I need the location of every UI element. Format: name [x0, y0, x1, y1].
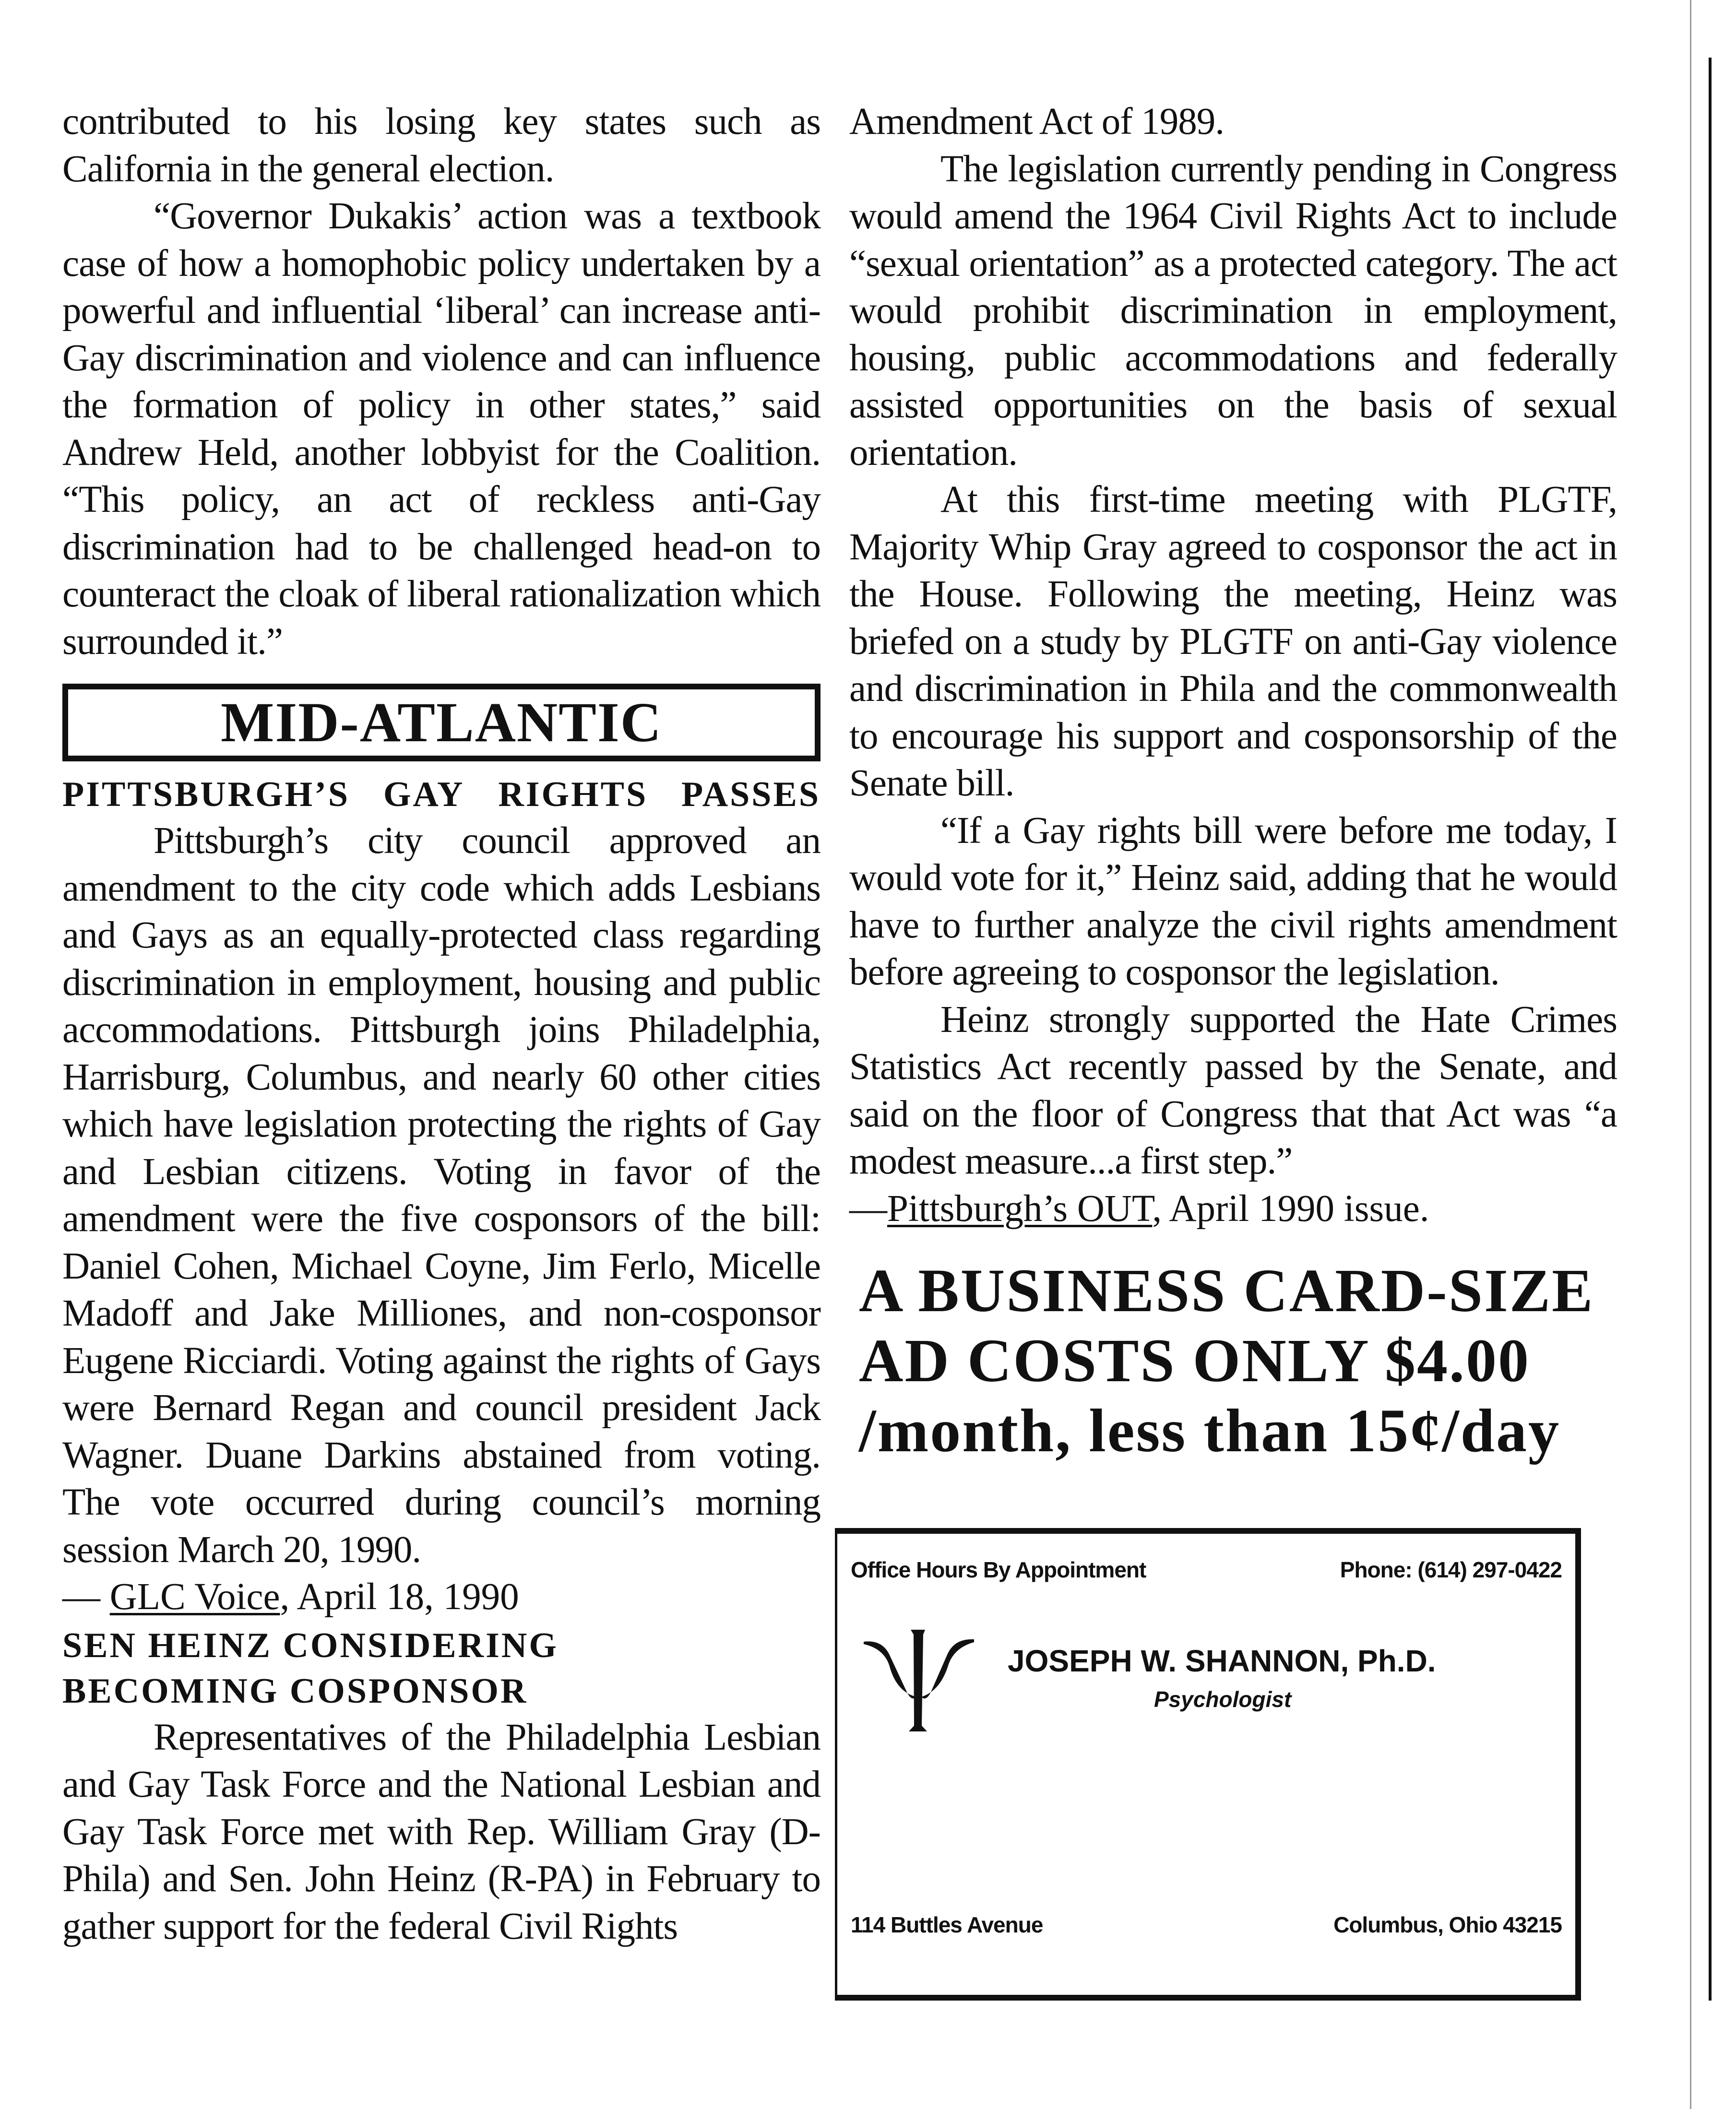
article-paragraph: Heinz strongly supported the Hate Crimes Statistics Act recently passed by the Senate, and said on the floor of Congress that that Act was “a modest measure...a first step.” [849, 998, 1617, 1182]
article-headline-pittsburgh: PITTSBURGH’S GAY RIGHTS PASSES [62, 775, 820, 814]
continued-line: Amendment Act of 1989. [849, 101, 1225, 142]
psi-symbol-icon [864, 1620, 974, 1735]
article-headline-heinz-line2: BECOMING COSPONSOR [62, 1671, 528, 1711]
page-binding-line [1709, 58, 1712, 2001]
article-paragraph: The legislation currently pending in Congress would amend the 1964 Civil Rights Act to include “sexual orientation” as a protected category. The act would prohibit discrimination in employment, housing, public accommodations and federally assisted opportunities on the basis of sexual orientation. [849, 148, 1617, 474]
article-body-pittsburgh: Pittsburgh’s city council approved an amendment to the city code which adds Lesbians and Gays as an equally-protected class regarding discrimination in employment, housing and public accommodations. Pittsburgh joins Philadelphia, Harrisburg, Columbus, and nearly 60 other cities which have legislation protecting the rights of Gay and Lesbian citizens. Voting in favor of the amendment were the five cosponsors of the bill: Daniel Cohen, Michael Coyne, Jim Ferlo, Micelle Madoff and Jake Milliones, and non-cosponsor Eugene Ricciardi. Voting against the rights of Gays were Bernard Regan and council president Jack Wagner. Duane Darkins abstained from voting. The vote occurred during council’s morning session March 20, 1990. [62, 820, 820, 1571]
article-paragraph: “If a Gay rights bill were before me today, I would vote for it,” Heinz said, adding that he would have to further analyze the civil rights amendment before agreeing to cosponsor the legislation. [849, 809, 1617, 993]
city-state-zip: Columbus, Ohio 43215 [1333, 1912, 1562, 1937]
street-address: 114 Buttles Avenue [851, 1912, 1043, 1937]
office-hours: Office Hours By Appointment [851, 1557, 1146, 1582]
ad-rate-headline: A BUSINESS CARD-SIZE AD COSTS ONLY $4.00 /month, less than 15¢/day [859, 1256, 1594, 1465]
page-edge-line [1690, 0, 1691, 2109]
section-title: MID-ATLANTIC [221, 691, 662, 754]
phone-number: Phone: (614) 297-0422 [1340, 1557, 1562, 1582]
continued-paragraph: contributed to his losing key states such as California in the general election. [62, 101, 820, 190]
article-headline-heinz-line1: SEN HEINZ CONSIDERING [62, 1625, 559, 1665]
left-column [62, 98, 820, 1950]
article-attribution-heinz: —Pittsburgh’s OUT, April 1990 issue. [849, 1187, 1429, 1230]
right-column [849, 98, 1617, 1466]
source-name: GLC Voice [109, 1576, 280, 1618]
article-paragraph: At this first-time meeting with PLGTF, Majority Whip Gray agreed to cosponsor the act in the House. Following the meeting, Heinz was briefed on a study by PLGTF on anti-Gay violence and discrimination in Phila and the commonwealth to encourage his support and cosponsorship of the Senate bill. [849, 479, 1617, 804]
source-name: Pittsburgh’s OUT [887, 1187, 1153, 1230]
article-attribution-pittsburgh: — GLC Voice, April 18, 1990 [62, 1576, 519, 1618]
quote-paragraph: “Governor Dukakis’ action was a textbook case of how a homophobic policy undertaken by a powerful and influential ‘liberal’ can increase anti-Gay discrimination and violence and can influence the formation of policy in other states,” said Andrew Held, another lobbyist for the Coalition. “This policy, an act of reckless anti-Gay discrimination had to be challenged head-on to counteract the cloak of liberal rationalization which surrounded it.” [62, 195, 820, 663]
section-header-box [62, 684, 820, 761]
card-top-row [851, 1557, 1562, 1583]
practitioner-title: Psychologist [1154, 1687, 1292, 1712]
card-bottom-row [851, 1912, 1562, 1938]
practitioner-name: JOSEPH W. SHANNON, Ph.D. [1008, 1644, 1436, 1678]
article-body-heinz-start: Representatives of the Philadelphia Lesbian and Gay Task Force and the National Lesbian and Gay Task Force met with Rep. William Gray (D-Phila) and Sen. John Heinz (R-PA) in February to gather support for the federal Civil Rights [62, 1716, 820, 1947]
business-card-ad [835, 1528, 1581, 2001]
